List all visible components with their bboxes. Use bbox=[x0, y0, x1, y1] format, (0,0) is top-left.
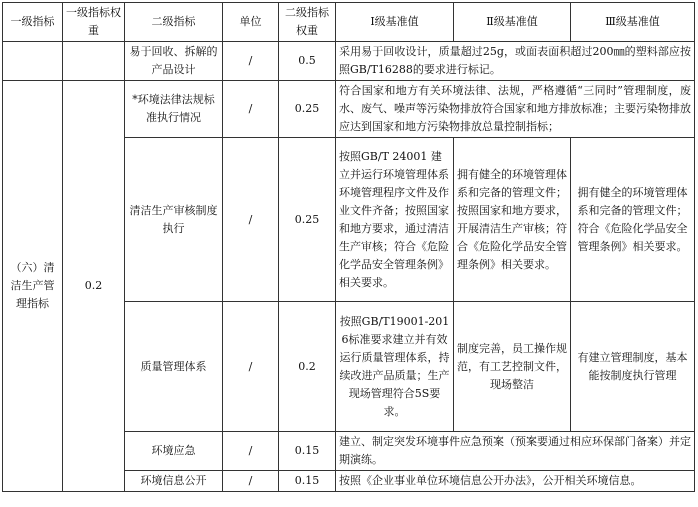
indicator-unit: / bbox=[223, 302, 279, 432]
empty-cell bbox=[3, 42, 63, 81]
indicator-unit: / bbox=[223, 471, 279, 492]
table-row-env-law bbox=[3, 81, 695, 138]
clean-production-indicator-table bbox=[2, 2, 695, 492]
benchmark-1-text: 按照GB/T 24001 建立并运行环境管理体系环境管理程序文件及作业文件齐备；按照国家和地方要求，通过清洁生产审核；符合《危险化学品安全管理条例》相关要求。 bbox=[336, 138, 454, 302]
group-name: （六）清洁生产管理指标 bbox=[3, 81, 63, 492]
benchmark-text: 按照《企业事业单位环境信息公开办法》，公开相关环境信息。 bbox=[336, 471, 695, 492]
benchmark-text: 建立、制定突发环境事件应急预案（预案要通过相应环保部门备案）并定期演练。 bbox=[336, 432, 695, 471]
header-level2: 二级指标 bbox=[125, 3, 223, 42]
benchmark-text: 符合国家和地方有关环境法律、法规，严格遵循“三同时”管理制度，废水、废气、噪声等污染物排放符合国家和地方排放标准；主要污染物排放应达到国家和地方污染物排放总量控制指标； bbox=[336, 81, 695, 138]
header-level1-weight: 一级指标权重 bbox=[63, 3, 125, 42]
table-row-recycle-design bbox=[3, 42, 695, 81]
benchmark-2-text: 拥有健全的环境管理体系和完备的管理文件；按照国家和地方要求，开展清洁生产审核；符合《危险化学品安全管理条例》相关要求。 bbox=[454, 138, 571, 302]
indicator-weight: 0.5 bbox=[279, 42, 336, 81]
indicator-weight: 0.15 bbox=[279, 471, 336, 492]
indicator-weight: 0.25 bbox=[279, 81, 336, 138]
indicator-unit: / bbox=[223, 42, 279, 81]
indicator-name: 环境应急 bbox=[125, 432, 223, 471]
header-benchmark-1: Ⅰ级基准值 bbox=[336, 3, 454, 42]
header-level1: 一级指标 bbox=[3, 3, 63, 42]
header-benchmark-3: Ⅲ级基准值 bbox=[571, 3, 695, 42]
indicator-name: 清洁生产审核制度执行 bbox=[125, 138, 223, 302]
benchmark-1-text: 按照GB/T19001-2016标准要求建立并有效运行质量管理体系，持续改进产品质量；生产现场管理符合5S要求。 bbox=[336, 302, 454, 432]
indicator-unit: / bbox=[223, 138, 279, 302]
header-unit: 单位 bbox=[223, 3, 279, 42]
indicator-weight: 0.25 bbox=[279, 138, 336, 302]
indicator-name: 易于回收、拆解的产品设计 bbox=[125, 42, 223, 81]
benchmark-3-text: 有建立管理制度，基本能按制度执行管理 bbox=[571, 302, 695, 432]
header-row bbox=[3, 3, 695, 42]
indicator-name: 环境信息公开 bbox=[125, 471, 223, 492]
indicator-name: *环境法律法规标准执行情况 bbox=[125, 81, 223, 138]
benchmark-text: 采用易于回收设计，质量超过25g，或面表面积超过200㎜的塑料部应按照GB/T16288的要求进行标记。 bbox=[336, 42, 695, 81]
benchmark-3-text: 拥有健全的环境管理体系和完备的管理文件；符合《危险化学品安全管理条例》相关要求。 bbox=[571, 138, 695, 302]
indicator-weight: 0.15 bbox=[279, 432, 336, 471]
standards-table-container bbox=[2, 2, 695, 492]
group-weight: 0.2 bbox=[63, 81, 125, 492]
empty-cell bbox=[63, 42, 125, 81]
indicator-weight: 0.2 bbox=[279, 302, 336, 432]
header-level2-weight: 二级指标权重 bbox=[279, 3, 336, 42]
indicator-name: 质量管理体系 bbox=[125, 302, 223, 432]
benchmark-2-text: 制度完善，员工操作规范，有工艺控制文件，现场整洁 bbox=[454, 302, 571, 432]
indicator-unit: / bbox=[223, 81, 279, 138]
indicator-unit: / bbox=[223, 432, 279, 471]
header-benchmark-2: Ⅱ级基准值 bbox=[454, 3, 571, 42]
